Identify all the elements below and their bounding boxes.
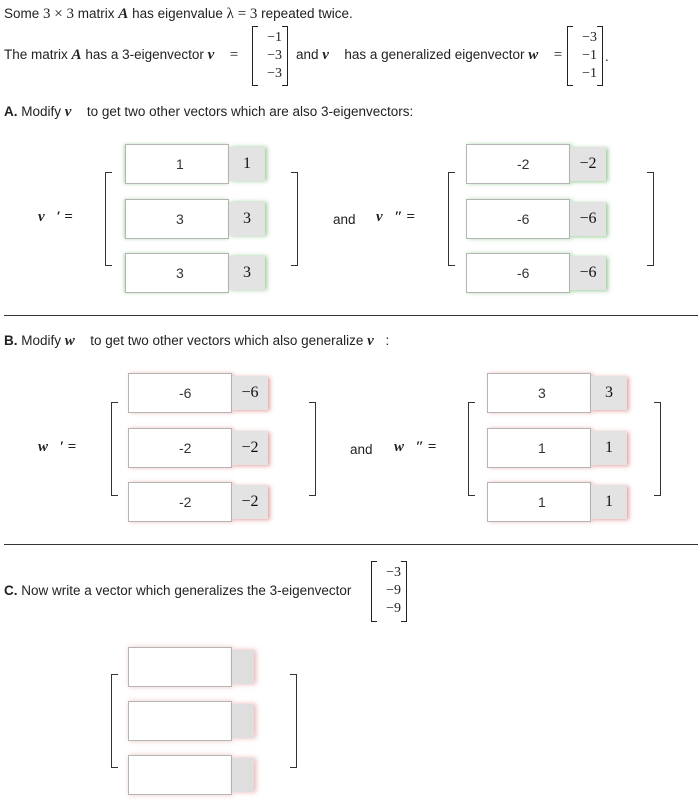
answer-preview: 3 bbox=[229, 202, 265, 236]
eigenvector-matrix bbox=[371, 561, 407, 622]
answer-entry-2-input[interactable] bbox=[128, 701, 232, 741]
text: matrix bbox=[77, 6, 115, 21]
v-double-prime-entry-2-input[interactable] bbox=[466, 199, 570, 239]
equals-sign: = bbox=[553, 47, 563, 63]
text: has a generalized eigenvector bbox=[344, 47, 525, 62]
w-prime-entry-2-input[interactable] bbox=[128, 428, 232, 468]
w-prime-entry-1-input[interactable] bbox=[128, 373, 232, 413]
w-prime-label: w⃗′ = bbox=[38, 439, 77, 455]
answer-preview bbox=[232, 758, 254, 792]
part-label: B. bbox=[4, 333, 18, 348]
text: repeated twice. bbox=[261, 6, 353, 21]
answer-cell bbox=[128, 755, 272, 795]
w-double-prime-entry-2-input[interactable] bbox=[487, 428, 591, 468]
part-b-prompt bbox=[4, 333, 389, 350]
part-c-prompt bbox=[4, 583, 351, 598]
statement-line-2 bbox=[4, 47, 238, 64]
v-double-prime-entry-3-input[interactable] bbox=[466, 253, 570, 293]
answer-cell bbox=[487, 373, 631, 413]
answer-entry-1-input[interactable] bbox=[128, 647, 232, 687]
part-a-prompt bbox=[4, 104, 413, 121]
right-bracket bbox=[654, 402, 661, 496]
answer-preview: 3 bbox=[591, 376, 627, 410]
answer-preview: 1 bbox=[591, 485, 627, 519]
answer-preview: 3 bbox=[229, 256, 265, 290]
text: Some bbox=[4, 6, 40, 21]
answer-cell bbox=[128, 428, 272, 468]
text: has eigenvalue bbox=[132, 6, 223, 21]
matrix-entry: −3 bbox=[267, 48, 282, 63]
answer-preview bbox=[232, 650, 254, 684]
text: to get two other vectors which are also 3-eigenvectors: bbox=[86, 104, 414, 119]
text: and bbox=[296, 47, 319, 62]
v-vector-symbol: v⃗ bbox=[64, 104, 84, 120]
w-double-prime-label: w⃗″ = bbox=[394, 439, 437, 455]
text: The matrix bbox=[4, 47, 68, 62]
text: Modify bbox=[21, 104, 62, 119]
right-bracket bbox=[309, 402, 316, 496]
v-prime-entry-2-input[interactable] bbox=[125, 199, 229, 239]
v-vector-matrix bbox=[252, 26, 288, 86]
left-bracket bbox=[111, 674, 118, 768]
v-vector-symbol: v⃗ bbox=[322, 47, 341, 63]
answer-cell bbox=[466, 144, 610, 184]
matrix-entry: −1 bbox=[582, 48, 597, 63]
v-prime-entry-1-input[interactable] bbox=[125, 144, 229, 184]
answer-cell bbox=[125, 144, 269, 184]
text: has a 3-eigenvector bbox=[85, 47, 204, 62]
answer-preview: −2 bbox=[232, 485, 268, 519]
w-double-prime-entry-3-input[interactable] bbox=[487, 482, 591, 522]
statement-line-1 bbox=[4, 6, 353, 23]
period: . bbox=[605, 49, 609, 64]
right-bracket bbox=[647, 172, 654, 266]
answer-preview bbox=[232, 704, 254, 738]
w-vector-symbol: w⃗ bbox=[64, 333, 87, 349]
eigenvalue: λ = 3 bbox=[226, 6, 258, 22]
answer-cell bbox=[466, 253, 610, 293]
right-bracket bbox=[290, 674, 297, 768]
answer-cell bbox=[466, 199, 610, 239]
w-double-prime-entry-1-input[interactable] bbox=[487, 373, 591, 413]
answer-entry-3-input[interactable] bbox=[128, 755, 232, 795]
and-label: and bbox=[350, 442, 373, 457]
answer-preview: −6 bbox=[570, 256, 606, 290]
right-bracket bbox=[291, 172, 298, 266]
statement-line-2b bbox=[296, 47, 562, 64]
matrix-entry: −9 bbox=[386, 601, 401, 616]
part-label: C. bbox=[4, 583, 18, 598]
text: Now write a vector which generalizes the 3-eigenvector bbox=[21, 583, 352, 598]
left-bracket bbox=[448, 172, 455, 266]
left-bracket bbox=[468, 402, 475, 496]
answer-cell bbox=[487, 428, 631, 468]
v-double-prime-entry-1-input[interactable] bbox=[466, 144, 570, 184]
answer-cell bbox=[128, 373, 272, 413]
colon: : bbox=[385, 333, 390, 348]
v-double-prime-label: v⃗″ = bbox=[376, 209, 415, 225]
matrix-entry: −9 bbox=[386, 583, 401, 598]
answer-cell bbox=[128, 482, 272, 522]
answer-preview: −2 bbox=[232, 431, 268, 465]
v-vector-symbol: v⃗ bbox=[207, 47, 226, 63]
equals-sign: = bbox=[229, 47, 239, 63]
answer-cell bbox=[125, 199, 269, 239]
matrix-entry: −3 bbox=[582, 30, 597, 45]
matrix-symbol: A bbox=[71, 47, 82, 63]
answer-preview: −6 bbox=[570, 202, 606, 236]
answer-cell bbox=[125, 253, 269, 293]
answer-preview: 1 bbox=[229, 147, 265, 181]
text: Modify bbox=[21, 333, 62, 348]
text: to get two other vectors which also generalize bbox=[90, 333, 364, 348]
and-label: and bbox=[333, 212, 356, 227]
matrix-entry: −1 bbox=[582, 66, 597, 81]
matrix-entry: −3 bbox=[267, 66, 282, 81]
v-vector-symbol: v⃗ bbox=[367, 333, 386, 349]
v-prime-entry-3-input[interactable] bbox=[125, 253, 229, 293]
left-bracket bbox=[105, 172, 112, 266]
section-divider bbox=[4, 544, 698, 545]
answer-preview: 1 bbox=[591, 431, 627, 465]
w-vector-symbol: w⃗ bbox=[528, 47, 550, 63]
w-prime-entry-3-input[interactable] bbox=[128, 482, 232, 522]
answer-cell bbox=[128, 647, 272, 687]
part-label: A. bbox=[4, 104, 18, 119]
matrix-symbol: A bbox=[118, 6, 129, 22]
v-prime-label: v⃗′ = bbox=[38, 209, 73, 225]
answer-preview: −6 bbox=[232, 376, 268, 410]
answer-preview: −2 bbox=[570, 147, 606, 181]
matrix-size: 3 × 3 bbox=[43, 6, 75, 22]
w-vector-matrix bbox=[567, 26, 603, 86]
answer-cell bbox=[487, 482, 631, 522]
matrix-entry: −1 bbox=[267, 30, 282, 45]
left-bracket bbox=[111, 402, 118, 496]
section-divider bbox=[4, 315, 698, 316]
matrix-entry: −3 bbox=[386, 565, 401, 580]
answer-cell bbox=[128, 701, 272, 741]
